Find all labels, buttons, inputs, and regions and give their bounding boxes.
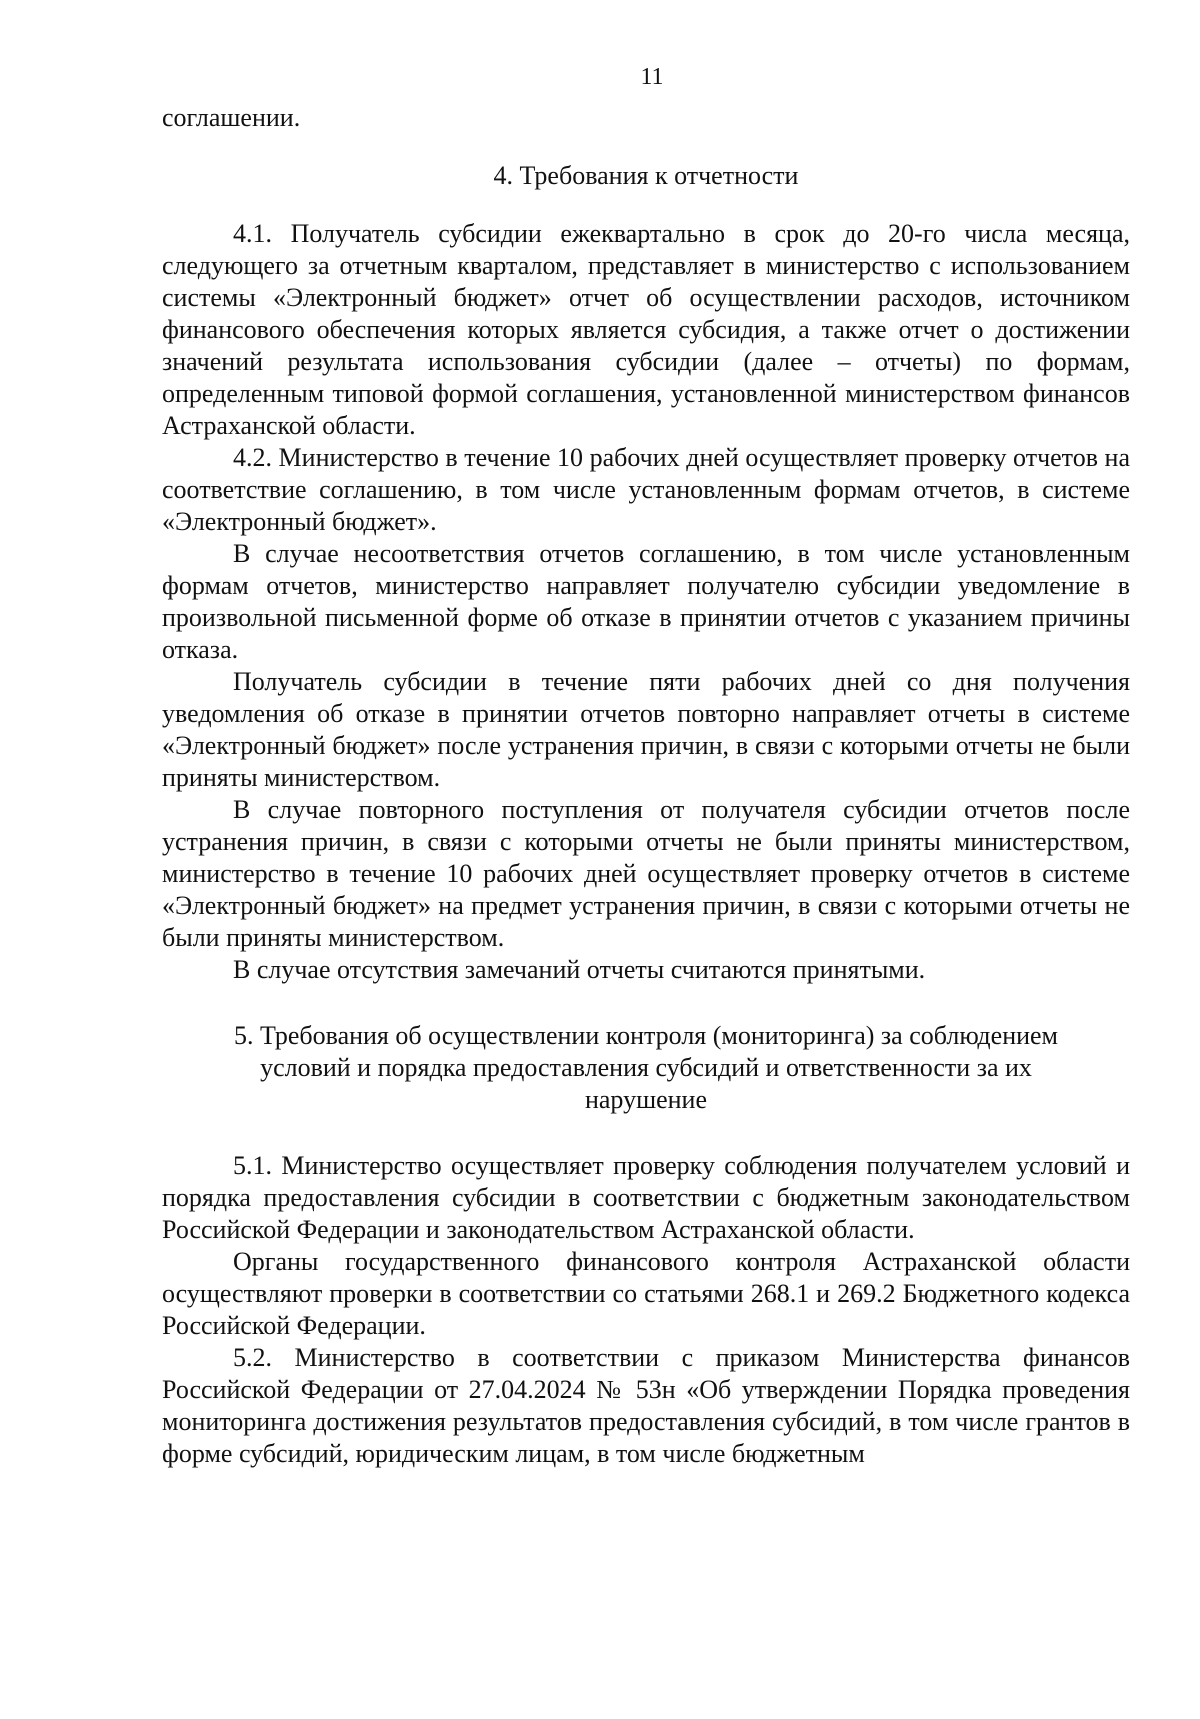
section-4-body xyxy=(162,218,1130,986)
continuation-text: соглашении. xyxy=(162,103,301,132)
paragraph-4-2-mismatch: В случае несоответствия отчетов соглашению, в том числе установленным формам отчетов, министерство направляет получателю субсидии уведомление в произвольной письменной форме об отказе в принятии отчетов с указанием причины отказа. xyxy=(162,539,1130,664)
section-5-heading-line-3: нарушение xyxy=(584,1085,708,1114)
paragraph-5-1: 5.1. Министерство осуществляет проверку соблюдения получателем условий и порядка предоставления субсидии в соответствии с бюджетным законодательством Российской Федерации и законодательством Астраханской области. xyxy=(162,1151,1130,1244)
section-5-heading-line-2: условий и порядка предоставления субсидий и ответственности за их xyxy=(260,1053,1032,1082)
section-5-heading-line-1: 5. Требования об осуществлении контроля (мониторинга) за соблюдением xyxy=(233,1021,1059,1050)
paragraph-4-2-resubmit: Получатель субсидии в течение пяти рабочих дней со дня получения уведомления об отказе в принятии отчетов повторно направляет отчеты в системе «Электронный бюджет» после устранения причин, в связи с которыми отчеты не были приняты министерством. xyxy=(162,667,1130,792)
document-page xyxy=(162,62,1130,1470)
paragraph-4-1: 4.1. Получатель субсидии ежеквартально в срок до 20-го числа месяца, следующего за отчетным кварталом, представляет в министерство с использованием системы «Электронный бюджет» отчет об осуществлении расходов, источником финансового обеспечения которых является субсидия, а также отчет о достижении значений результата использования субсидии (далее – отчеты) по формам, определенным типовой формой соглашения, установленной министерством финансов Астраханской области. xyxy=(162,219,1130,440)
section-5-body xyxy=(162,1150,1130,1470)
paragraph-4-2-recheck: В случае повторного поступления от получателя субсидии отчетов после устранения причин, в связи с которыми отчеты не были приняты министерством, министерство в течение 10 рабочих дней осуществляет проверку отчетов в системе «Электронный бюджет» на предмет устранения причин, в связи с которыми отчеты не были приняты министерством. xyxy=(162,795,1130,952)
paragraph-5-2: 5.2. Министерство в соответствии с приказом Министерства финансов Российской Федерации от 27.04.2024 № 53н «Об утверждении Порядка проведения мониторинга достижения результатов предоставления субсидий, в том числе грантов в форме субсидий, юридическим лицам, в том числе бюджетным xyxy=(162,1343,1130,1468)
paragraph-4-2-accepted: В случае отсутствия замечаний отчеты считаются принятыми. xyxy=(233,955,926,984)
paragraph-4-2: 4.2. Министерство в течение 10 рабочих дней осуществляет проверку отчетов на соответствие соглашению, в том числе установленным формам отчетов, в системе «Электронный бюджет». xyxy=(162,443,1130,536)
page-number: 11 xyxy=(640,64,664,90)
paragraph-5-1-control: Органы государственного финансового контроля Астраханской области осуществляют проверки в соответствии со статьями 268.1 и 269.2 Бюджетного кодекса Российской Федерации. xyxy=(162,1247,1130,1340)
section-4-heading: 4. Требования к отчетности xyxy=(493,161,799,190)
section-5-heading xyxy=(162,1020,1130,1116)
